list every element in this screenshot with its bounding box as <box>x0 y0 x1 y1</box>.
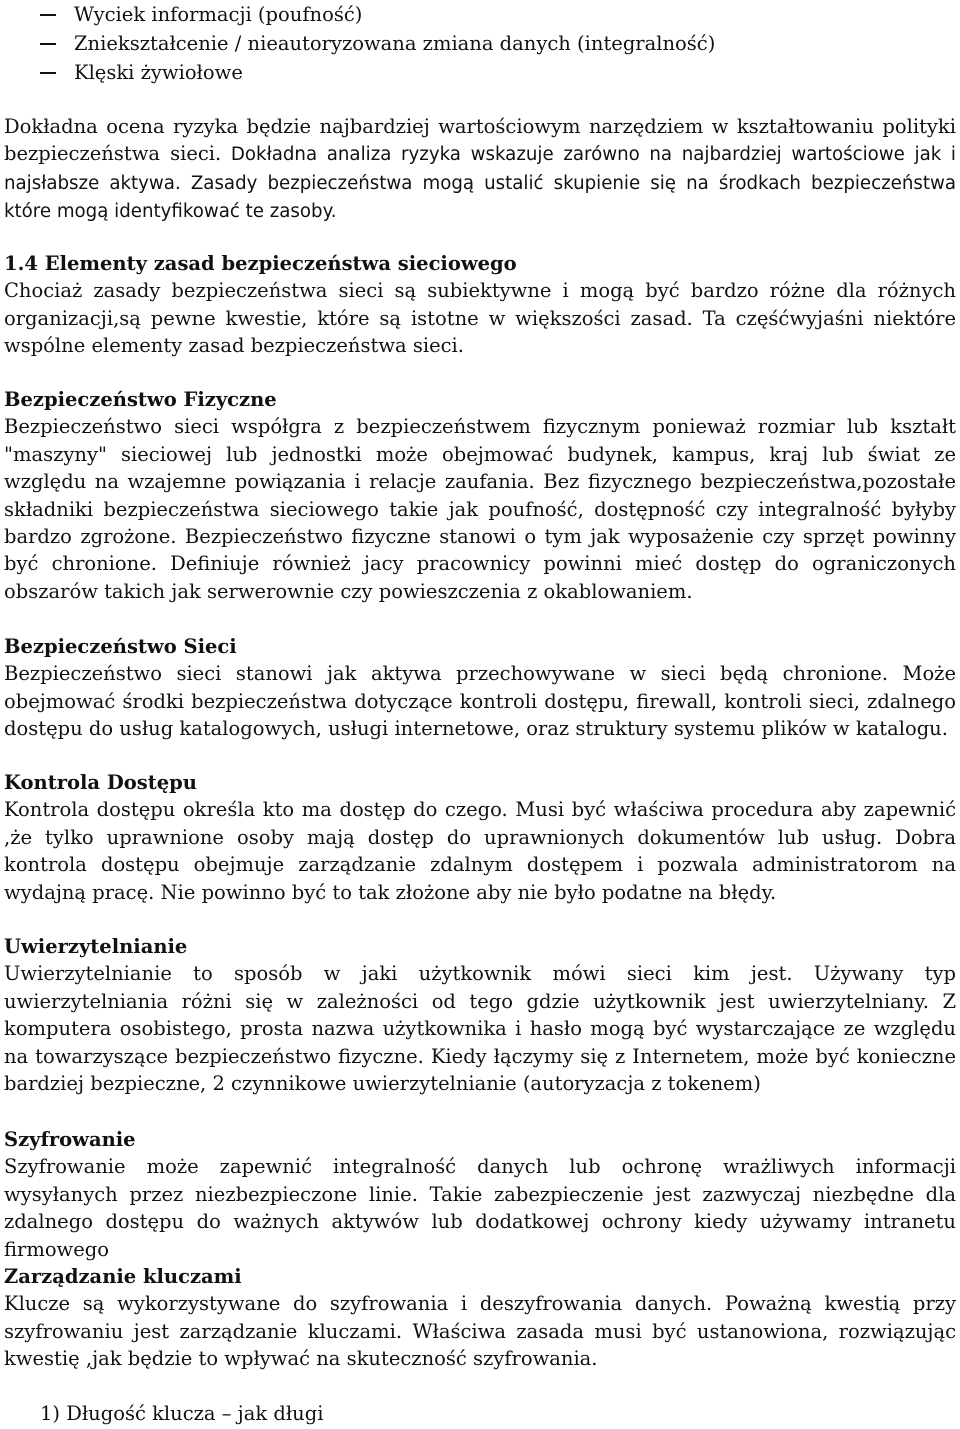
section-title: 1.4 Elementy zasad bezpieczeństwa sieciowego <box>4 252 517 275</box>
section-title: Bezpieczeństwo Fizyczne <box>4 388 277 411</box>
section-title: Bezpieczeństwo Sieci <box>4 635 237 658</box>
section-key-management <box>4 1263 956 1373</box>
section-body: Uwierzytelnianie to sposób w jaki użytkownik mówi sieci kim jest. Używany typ uwierzytelniania różni się w zależności od tego gdzie użytkownik jest uwierzytelniany. Z komputera osobistego, prosta nazwa użytkownika i hasło mogą być wystarczające ze względu na towarzyszące bezpieczeństwo fizyczne. Kiedy łączymy się z Internetem, może być konieczne bardziej bezpieczne, 2 czynnikowe uwierzytelnianie (autoryzacja z tokenem) <box>4 962 956 1096</box>
section-authentication <box>4 933 956 1097</box>
intro-paragraph <box>4 113 956 226</box>
section-network-security <box>4 633 956 743</box>
section-body: Klucze są wykorzystywane do szyfrowania i deszyfrowania danych. Poważną kwestią przy szyfrowaniu jest zarządzanie kluczami. Właściwa zasada musi być ustanowiona, rozwiązując kwestię ,jak będzie to wpływać na skuteczność szyfrowania. <box>4 1292 956 1371</box>
section-title: Uwierzytelnianie <box>4 935 188 958</box>
bullet-item: Klęski żywiołowe <box>4 58 956 87</box>
section-1-4 <box>4 250 956 360</box>
section-body: Kontrola dostępu określa kto ma dostęp do czego. Musi być właściwa procedura aby zapewnić ,że tylko uprawnione osoby mają dostęp do uprawnionych dokumentów lub usług. Dobra kontrola dostępu obejmuje zarządzanie zdalnym dostępem i pozwala administratorom na wydajną pracę. Nie powinno być to tak złożone aby nie było podatne na błędy. <box>4 798 956 904</box>
section-body: Szyfrowanie może zapewnić integralność danych lub ochronę wrażliwych informacji wysyłanych przez niezbezpieczone linie. Takie zabezpieczenie jest zazwyczaj niezbędne dla zdalnego dostępu do ważnych aktywów lub dodatkowej ochrony kiedy używamy intranetu firmowego <box>4 1155 956 1261</box>
section-physical-security <box>4 386 956 605</box>
section-body: Bezpieczeństwo sieci współgra z bezpieczeństwem fizycznym ponieważ rozmiar lub kształt "maszyny" sieciowej lub jednostki może obejmować budynek, kampus, kraj lub świat ze względu na wzajemne powiązania i relacje zaufania. Bez fizycznego bezpieczeństwa,pozostałe składniki bezpieczeństwa sieciowego takie jak poufność, dostępność czy integralność byłyby bardzo zgrożone. Bezpieczeństwo fizyczne stanowi o tym jak wyposażenie czy sprzęt powinny być chronione. Definiuje również jacy pracownicy powinni mieć dostęp do ograniczonych obszarów takich jak serwerownie czy powieszczenia z okablowaniem. <box>4 415 956 603</box>
section-encryption <box>4 1126 956 1263</box>
section-body: Chociaż zasady bezpieczeństwa sieci są subiektywne i mogą być bardzo różne dla różnych organizacji,są pewne kwestie, które są istotne w większości zasad. Ta częśćwyjaśni niektóre wspólne elementy zasad bezpieczeństwa sieci. <box>4 279 956 358</box>
section-access-control <box>4 769 956 906</box>
intro-text-1: Dokładna ocena ryzyka będzie najbardziej wartościowym narzędziem w kształtowaniu polityki bezpieczeństwa sieci. <box>4 115 956 166</box>
section-title: Zarządzanie kluczami <box>4 1265 242 1288</box>
list-item-text: Długość klucza – jak długi <box>66 1402 324 1425</box>
bullet-item: Zniekształcenie / nieautoryzowana zmiana danych (integralność) <box>4 29 956 58</box>
numbered-list-item <box>40 1400 323 1427</box>
list-number: 1) <box>40 1402 61 1425</box>
section-body: Bezpieczeństwo sieci stanowi jak aktywa przechowywane w sieci będą chronione. Może obejmować środki bezpieczeństwa dotyczące kontroli dostępu, firewall, kontroli sieci, zdalnego dostępu do usług katalogowych, usługi internetowe, oraz struktury systemu plików w katalogu. <box>4 662 956 741</box>
bullet-list <box>4 0 956 87</box>
section-title: Kontrola Dostępu <box>4 771 197 794</box>
intro-text-2: Dokładna analiza ryzyka wskazuje zarówno na najbardziej wartościowe jak i najsłabsze aktywa. <box>4 144 956 194</box>
bullet-item: Wyciek informacji (poufność) <box>4 0 956 29</box>
intro-text-3: Zasady bezpieczeństwa mogą ustalić skupienie się na środkach bezpieczeństwa które mogą identyfikować te zasoby. <box>4 172 956 223</box>
section-title: Szyfrowanie <box>4 1128 136 1151</box>
